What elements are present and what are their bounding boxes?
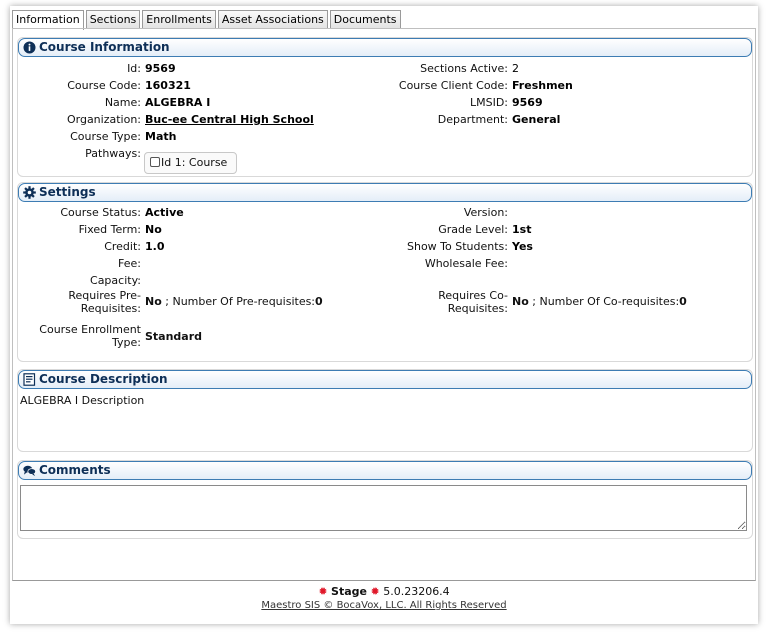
tab-asset-associations[interactable]: Asset Associations xyxy=(218,10,328,29)
requires-co-label-line2: Requisites: xyxy=(447,302,508,315)
environment-label: Stage xyxy=(331,585,367,598)
wholesale-fee-label: Wholesale Fee: xyxy=(424,257,508,270)
gear-icon xyxy=(23,186,36,199)
env-gear-icon-left: ✹ xyxy=(318,585,328,598)
pre-requisites-values xyxy=(145,295,323,308)
requires-pre-label-line1: Requires Pre- xyxy=(68,289,141,302)
course-description-text: ALGEBRA I Description xyxy=(20,394,145,407)
show-to-students-value: Yes xyxy=(512,240,533,253)
comments-title: Comments xyxy=(39,463,111,477)
pathway-item-label: Id 1: Course xyxy=(161,156,228,169)
credit-label: Credit: xyxy=(104,240,141,253)
course-description-section xyxy=(17,369,753,452)
client-code-value: Freshmen xyxy=(512,79,573,92)
footer xyxy=(10,584,758,613)
fee-label: Fee: xyxy=(118,257,141,270)
copyright-link[interactable]: Maestro SIS © BocaVox, LLC. All Rights Reserved xyxy=(261,600,507,611)
course-type-value: Math xyxy=(145,130,177,143)
course-description-header[interactable] xyxy=(18,370,752,389)
app-version: 5.0.23206.4 xyxy=(383,585,450,598)
enrollment-type-row xyxy=(18,323,754,351)
grade-level-label: Grade Level: xyxy=(438,223,508,236)
enrollment-type-label xyxy=(18,323,141,349)
num-pre-requisites-label: Number Of Pre-requisites: xyxy=(172,295,316,308)
course-status-value: Active xyxy=(145,206,184,219)
requires-pre-label-line2: Requisites: xyxy=(80,302,141,315)
tab-content xyxy=(12,28,756,581)
enrollment-type-value: Standard xyxy=(145,330,203,343)
show-to-students-label: Show To Students: xyxy=(407,240,508,253)
requires-pre-requisites-label xyxy=(18,289,141,315)
enrollment-type-label-line2: Type: xyxy=(112,336,141,349)
tab-sections[interactable]: Sections xyxy=(86,10,141,29)
course-code-value: 160321 xyxy=(145,79,191,92)
id-value: 9569 xyxy=(145,62,176,75)
sections-active-value: 2 xyxy=(512,62,519,75)
settings-header[interactable] xyxy=(18,183,752,202)
pathways-box xyxy=(144,152,237,174)
comments-textarea[interactable] xyxy=(20,485,747,531)
tab-documents[interactable]: Documents xyxy=(330,10,401,29)
settings-title: Settings xyxy=(39,185,96,199)
course-information-section xyxy=(17,37,753,177)
course-information-header[interactable] xyxy=(18,38,752,57)
comments-section xyxy=(17,460,753,539)
organization-label: Organization: xyxy=(66,113,141,126)
speech-bubbles-icon xyxy=(23,464,36,477)
num-pre-requisites-value: 0 xyxy=(315,295,323,308)
pathway-checkbox[interactable] xyxy=(150,157,160,167)
requires-pre-value: No xyxy=(145,295,162,308)
requires-co-value: No xyxy=(512,295,529,308)
grade-level-value: 1st xyxy=(512,223,532,236)
capacity-label: Capacity: xyxy=(90,274,141,287)
info-circle-icon xyxy=(23,41,36,54)
lmsid-label: LMSID: xyxy=(469,96,508,109)
settings-section xyxy=(17,182,753,362)
sections-active-label: Sections Active: xyxy=(420,62,508,75)
course-code-label: Course Code: xyxy=(67,79,141,92)
fixed-term-label: Fixed Term: xyxy=(78,223,141,236)
comments-header[interactable] xyxy=(18,461,752,480)
department-value: General xyxy=(512,113,561,126)
fixed-term-value: No xyxy=(145,223,162,236)
course-information-title: Course Information xyxy=(39,40,170,54)
version-label: Version: xyxy=(463,206,508,219)
department-label: Department: xyxy=(437,113,508,126)
co-separator: ; xyxy=(532,295,536,308)
enrollment-type-label-line1: Course Enrollment xyxy=(39,323,141,336)
course-description-title: Course Description xyxy=(39,372,168,386)
num-co-requisites-label: Number Of Co-requisites: xyxy=(539,295,680,308)
course-type-label: Course Type: xyxy=(70,130,141,143)
lmsid-value: 9569 xyxy=(512,96,543,109)
requires-co-label-line1: Requires Co- xyxy=(438,289,508,302)
pre-separator: ; xyxy=(165,295,169,308)
name-label: Name: xyxy=(104,96,141,109)
num-co-requisites-value: 0 xyxy=(679,295,687,308)
pathways-label: Pathways: xyxy=(85,147,141,160)
co-requisites-values xyxy=(512,295,687,308)
tab-bar xyxy=(12,10,403,29)
app-frame xyxy=(10,6,758,624)
footer-environment-line xyxy=(10,584,758,599)
id-label: Id: xyxy=(127,62,141,75)
requires-co-requisites-label xyxy=(318,289,508,315)
document-icon xyxy=(23,373,36,386)
tab-enrollments[interactable]: Enrollments xyxy=(142,10,216,29)
env-gear-icon-right: ✹ xyxy=(370,585,380,598)
client-code-label: Course Client Code: xyxy=(398,79,508,92)
credit-value: 1.0 xyxy=(145,240,165,253)
organization-link[interactable]: Buc-ee Central High School xyxy=(145,113,314,126)
tab-information[interactable]: Information xyxy=(12,10,84,30)
requisites-row xyxy=(18,289,754,317)
name-value: ALGEBRA I xyxy=(145,96,211,109)
course-status-label: Course Status: xyxy=(60,206,141,219)
